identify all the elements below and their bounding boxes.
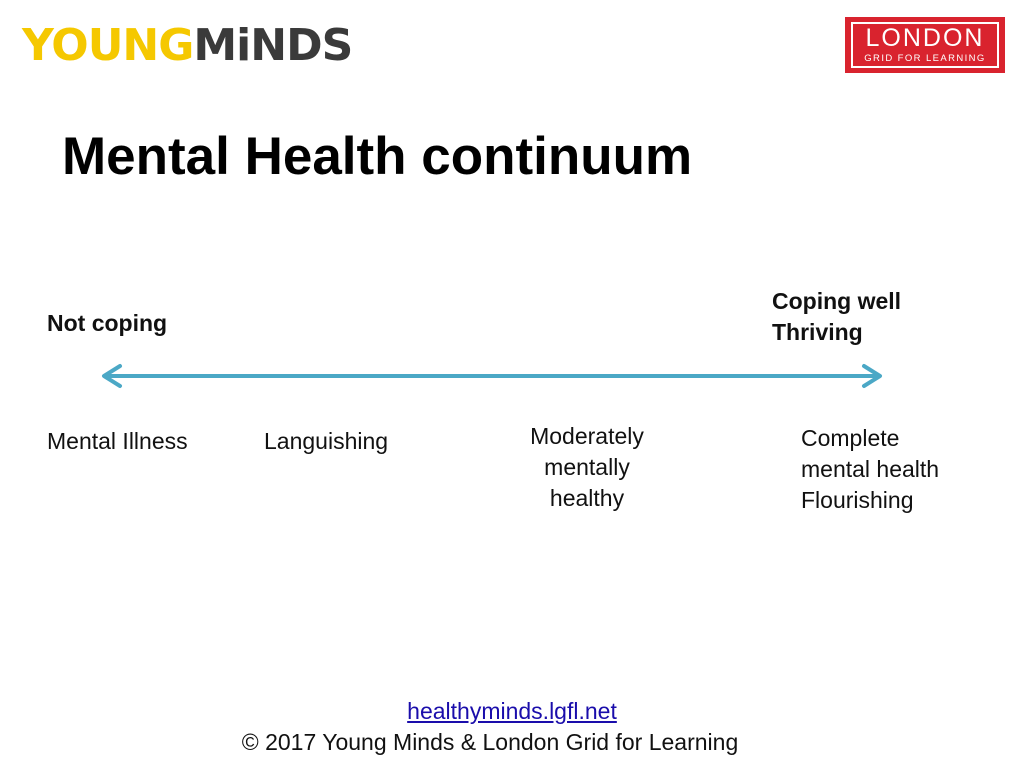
lgfl-logo-frame — [851, 22, 999, 68]
stage-line: mentally — [544, 454, 630, 480]
stage-line: Complete — [801, 425, 900, 451]
right-end-line-1: Coping well — [772, 288, 902, 314]
stage-mental-illness — [47, 426, 188, 457]
youngminds-logo-young: YOUNG — [22, 20, 194, 71]
continuum-double-arrow — [96, 362, 892, 390]
stage-line: healthy — [549, 485, 625, 511]
lgfl-logo-london: LONDON — [865, 23, 985, 52]
slide-title: Mental Health continuum — [62, 127, 693, 186]
stage-line: Mental Illness — [47, 428, 188, 454]
stage-line: mental health — [801, 456, 940, 482]
right-end-line-2: Thriving — [772, 319, 863, 345]
stage-moderately-mentally-healthy — [508, 421, 666, 514]
stage-line: Moderately — [530, 423, 644, 449]
right-end-label — [772, 286, 901, 348]
stage-languishing — [264, 426, 388, 457]
footer-copyright: © 2017 Young Minds & London Grid for Learning — [241, 729, 739, 755]
left-end-label: Not coping — [47, 310, 168, 336]
lgfl-logo-subtitle: GRID FOR LEARNING — [864, 52, 986, 64]
footer-website-link[interactable]: healthyminds.lgfl.net — [407, 698, 617, 724]
youngminds-logo-minds: MiNDS — [193, 20, 353, 71]
stage-line: Flourishing — [801, 487, 914, 513]
stage-flourishing — [801, 423, 1001, 516]
youngminds-logo — [22, 18, 352, 74]
stage-line: Languishing — [264, 428, 389, 454]
lgfl-logo — [845, 17, 1005, 73]
